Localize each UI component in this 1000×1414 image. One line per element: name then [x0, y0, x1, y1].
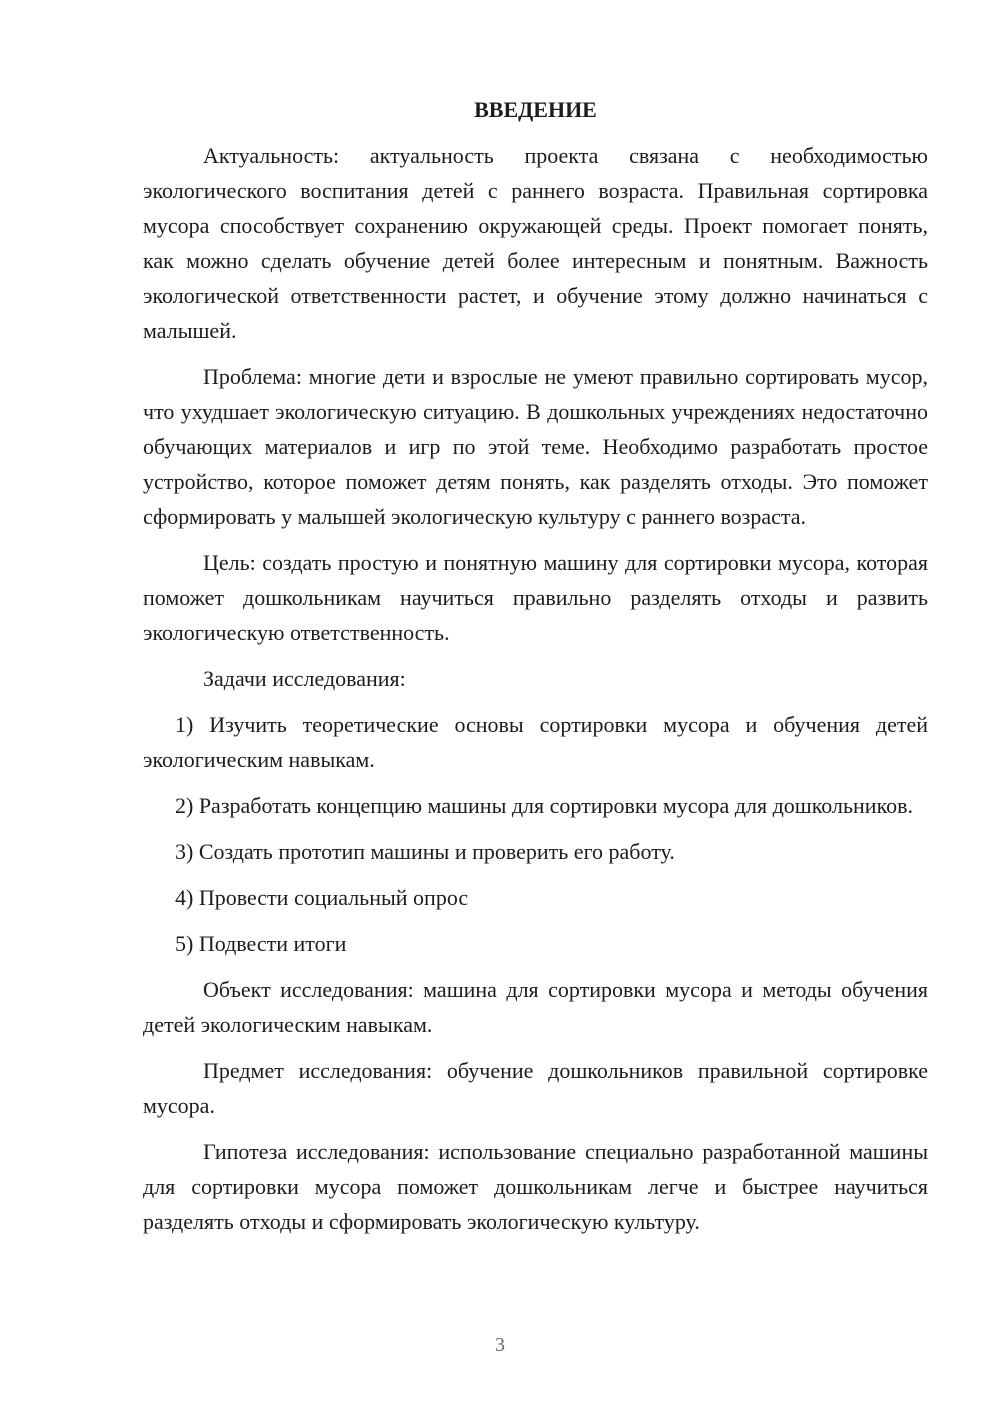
task-item-3: 3) Создать прототип машины и проверить его работу.: [175, 839, 675, 864]
object-paragraph: Объект исследования: машина для сортировки мусора и методы обучения детей экологическим навыкам.: [143, 977, 928, 1037]
goal-paragraph: Цель: создать простую и понятную машину для сортировки мусора, которая поможет дошкольникам научиться правильно разделять отходы и развить экологическую ответственность.: [143, 550, 928, 645]
page-number: 3: [495, 1334, 505, 1356]
task-item-2: 2) Разработать концепцию машины для сортировки мусора для дошкольников.: [175, 793, 914, 818]
document-page: [143, 92, 928, 1250]
problem-paragraph: Проблема: многие дети и взрослые не умеют правильно сортировать мусор, что ухудшает экологическую ситуацию. В дошкольных учреждениях недостаточно обучающих материалов и игр по этой теме. Необходимо разработать простое устройство, которое поможет детям понять, как разделять отходы. Это поможет сформировать у малышей экологическую культуру с раннего возраста.: [143, 364, 928, 529]
relevance-paragraph: Актуальность: актуальность проекта связана с необходимостью экологического воспитания детей с раннего возраста. Правильная сортировка мусора способствует сохранению окружающей среды. Проект помогает понять, как можно сделать обучение детей более интересным и понятным. Важность экологической ответственности растет, и обучение этому должно начинаться с малышей.: [143, 143, 928, 343]
tasks-heading: Задачи исследования:: [203, 666, 406, 691]
task-item-4: 4) Провести социальный опрос: [175, 885, 469, 910]
task-item-1: 1) Изучить теоретические основы сортировки мусора и обучения детей экологическим навыкам.: [143, 712, 928, 772]
task-item-5: 5) Подвести итоги: [175, 931, 347, 956]
section-title: ВВЕДЕНИЕ: [474, 97, 597, 122]
subject-paragraph: Предмет исследования: обучение дошкольников правильной сортировке мусора.: [143, 1058, 928, 1118]
hypothesis-paragraph: Гипотеза исследования: использование специально разработанной машины для сортировки мусора поможет дошкольникам легче и быстрее научиться разделять отходы и сформировать экологическую культуру.: [143, 1139, 928, 1234]
